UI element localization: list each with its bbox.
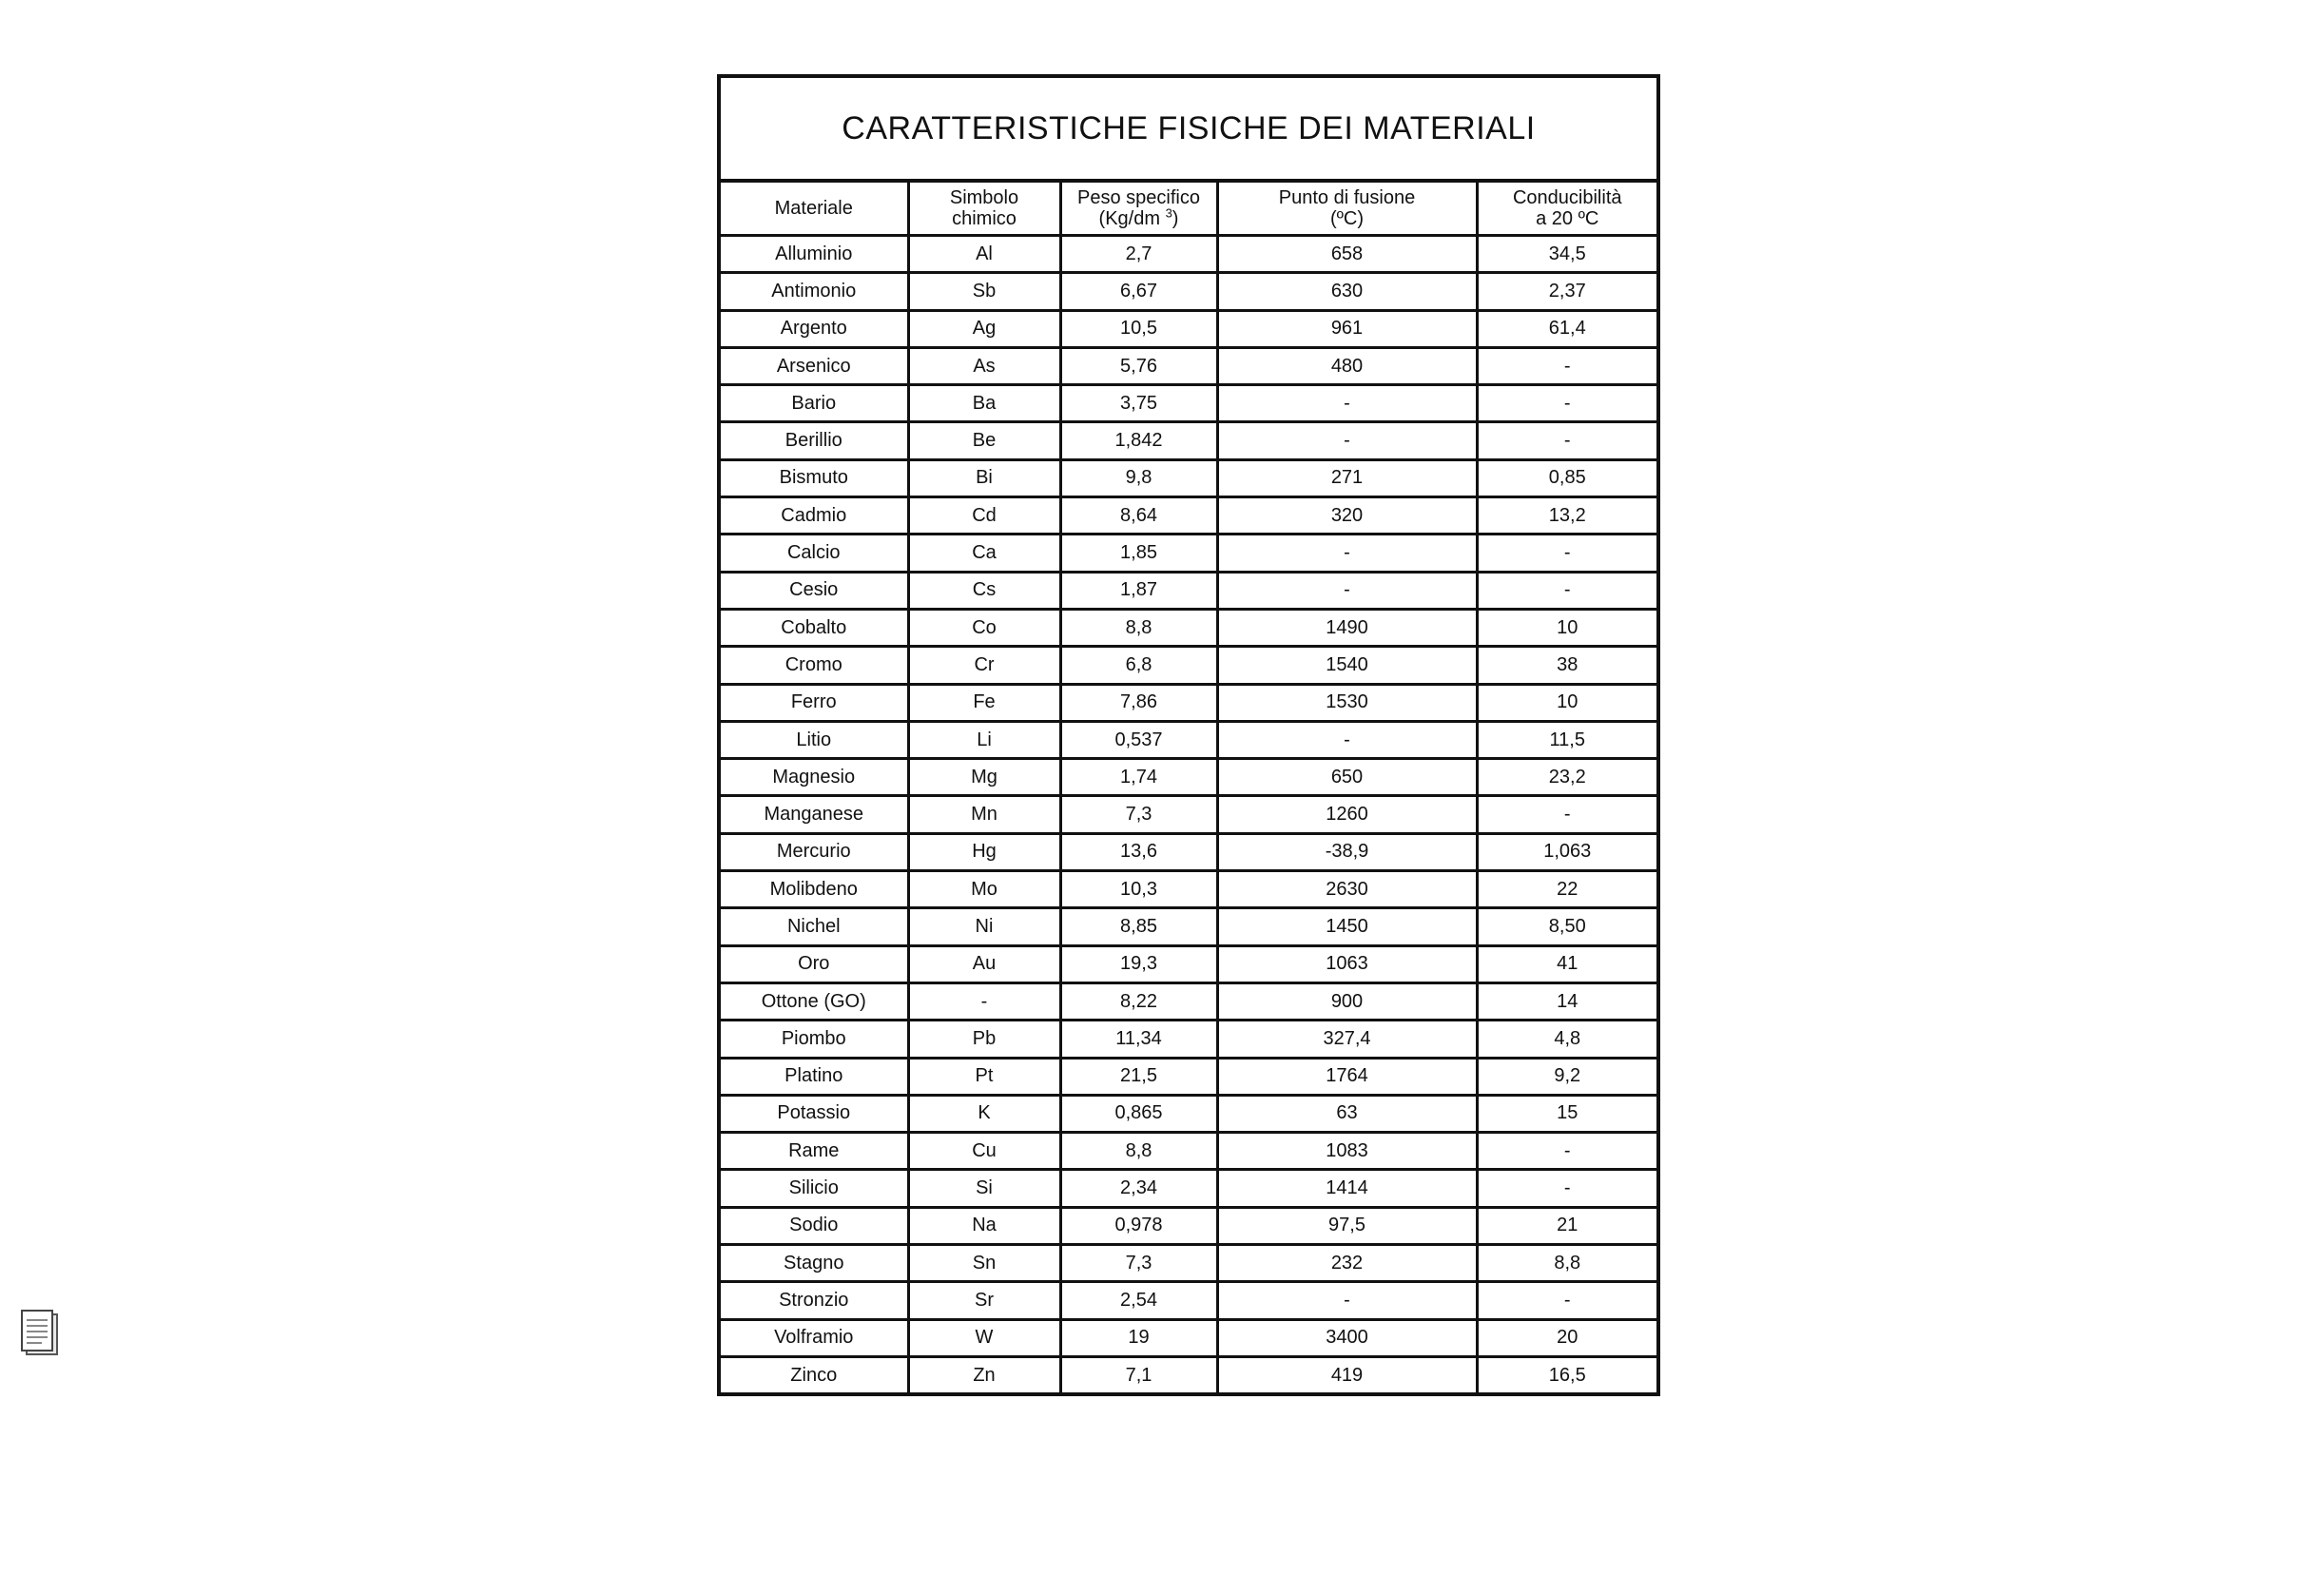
cell-punto-fusione: 3400 <box>1217 1319 1477 1356</box>
cell-conducibilita: - <box>1477 1133 1656 1170</box>
cell-materiale: Magnesio <box>721 759 908 796</box>
cell-conducibilita: 13,2 <box>1477 497 1656 535</box>
cell-materiale: Bismuto <box>721 459 908 496</box>
cell-materiale: Antimonio <box>721 273 908 310</box>
cell-materiale: Sodio <box>721 1207 908 1244</box>
cell-punto-fusione: 1540 <box>1217 647 1477 684</box>
cell-simbolo: Ca <box>908 535 1060 572</box>
cell-punto-fusione: 1764 <box>1217 1058 1477 1095</box>
table-row <box>721 684 1656 721</box>
cell-materiale: Manganese <box>721 796 908 833</box>
cell-materiale: Stagno <box>721 1245 908 1282</box>
cell-materiale: Arsenico <box>721 347 908 384</box>
table-row <box>721 1170 1656 1207</box>
cell-materiale: Potassio <box>721 1095 908 1132</box>
cell-punto-fusione: - <box>1217 572 1477 609</box>
cell-peso-specifico: 0,865 <box>1060 1095 1217 1132</box>
cell-peso-specifico: 8,64 <box>1060 497 1217 535</box>
cell-peso-specifico: 5,76 <box>1060 347 1217 384</box>
table-row <box>721 422 1656 459</box>
cell-conducibilita: 38 <box>1477 647 1656 684</box>
cell-simbolo: Au <box>908 945 1060 982</box>
cell-materiale: Alluminio <box>721 236 908 273</box>
cell-materiale: Ferro <box>721 684 908 721</box>
cell-conducibilita: 0,85 <box>1477 459 1656 496</box>
table-row <box>721 1282 1656 1319</box>
header-peso-line-2 <box>1062 205 1216 229</box>
cell-peso-specifico: 2,54 <box>1060 1282 1217 1319</box>
cell-peso-specifico: 19,3 <box>1060 945 1217 982</box>
table-row <box>721 535 1656 572</box>
cell-simbolo: Cd <box>908 497 1060 535</box>
cell-simbolo: Na <box>908 1207 1060 1244</box>
cell-conducibilita: - <box>1477 1170 1656 1207</box>
cell-materiale: Litio <box>721 721 908 758</box>
cell-punto-fusione: 97,5 <box>1217 1207 1477 1244</box>
cell-simbolo: Cu <box>908 1133 1060 1170</box>
table-row <box>721 1058 1656 1095</box>
cell-simbolo: Pb <box>908 1021 1060 1058</box>
cell-punto-fusione: 1450 <box>1217 908 1477 945</box>
cell-punto-fusione: 961 <box>1217 310 1477 347</box>
table-row <box>721 1319 1656 1356</box>
cell-conducibilita: - <box>1477 535 1656 572</box>
cell-materiale: Ottone (GO) <box>721 982 908 1020</box>
cell-peso-specifico: 1,85 <box>1060 535 1217 572</box>
cell-peso-specifico: 3,75 <box>1060 385 1217 422</box>
cell-punto-fusione: 232 <box>1217 1245 1477 1282</box>
document-icon[interactable] <box>19 1309 61 1358</box>
cell-punto-fusione: 900 <box>1217 982 1477 1020</box>
cell-simbolo: Ni <box>908 908 1060 945</box>
materials-table <box>717 74 1660 1396</box>
cell-conducibilita: 22 <box>1477 871 1656 908</box>
cell-conducibilita: 8,8 <box>1477 1245 1656 1282</box>
cell-punto-fusione: 320 <box>1217 497 1477 535</box>
header-fusione <box>1217 183 1477 236</box>
header-conducibilita-line-2: a 20 ºC <box>1536 208 1599 229</box>
cell-punto-fusione: 63 <box>1217 1095 1477 1132</box>
cell-simbolo: Mn <box>908 796 1060 833</box>
cell-materiale: Nichel <box>721 908 908 945</box>
table-row <box>721 945 1656 982</box>
cell-conducibilita: - <box>1477 796 1656 833</box>
cell-conducibilita: 1,063 <box>1477 833 1656 870</box>
cell-peso-specifico: 6,8 <box>1060 647 1217 684</box>
cell-simbolo: Co <box>908 609 1060 646</box>
cell-punto-fusione: -38,9 <box>1217 833 1477 870</box>
table-row <box>721 347 1656 384</box>
cell-materiale: Piombo <box>721 1021 908 1058</box>
cell-conducibilita: 23,2 <box>1477 759 1656 796</box>
cell-simbolo: As <box>908 347 1060 384</box>
cell-conducibilita: 41 <box>1477 945 1656 982</box>
cell-peso-specifico: 0,978 <box>1060 1207 1217 1244</box>
table-row <box>721 1356 1656 1392</box>
cell-conducibilita: 11,5 <box>1477 721 1656 758</box>
cell-punto-fusione: - <box>1217 385 1477 422</box>
cell-simbolo: K <box>908 1095 1060 1132</box>
cell-peso-specifico: 8,22 <box>1060 982 1217 1020</box>
cell-materiale: Argento <box>721 310 908 347</box>
table-row <box>721 1095 1656 1132</box>
cell-peso-specifico: 2,34 <box>1060 1170 1217 1207</box>
header-simbolo-line-1: Simbolo <box>949 187 1019 208</box>
cell-punto-fusione: 658 <box>1217 236 1477 273</box>
table-row <box>721 1207 1656 1244</box>
cell-materiale: Stronzio <box>721 1282 908 1319</box>
cell-conducibilita: 21 <box>1477 1207 1656 1244</box>
cell-punto-fusione: 1260 <box>1217 796 1477 833</box>
header-fusione-line-1: Punto di fusione <box>1278 187 1416 208</box>
table-row <box>721 982 1656 1020</box>
table-row <box>721 833 1656 870</box>
cell-simbolo: Zn <box>908 1356 1060 1392</box>
cell-conducibilita: 10 <box>1477 609 1656 646</box>
cell-conducibilita: 2,37 <box>1477 273 1656 310</box>
cell-peso-specifico: 1,87 <box>1060 572 1217 609</box>
cell-conducibilita: 16,5 <box>1548 1364 1586 1386</box>
cell-materiale: Calcio <box>721 535 908 572</box>
cell-conducibilita: 34,5 <box>1477 236 1656 273</box>
table-row <box>721 459 1656 496</box>
header-fusione-line-2: (ºC) <box>1329 208 1365 229</box>
cell-punto-fusione: 480 <box>1217 347 1477 384</box>
cell-conducibilita: 10 <box>1477 684 1656 721</box>
cell-simbolo: Cr <box>908 647 1060 684</box>
cell-materiale: Silicio <box>721 1170 908 1207</box>
cell-materiale: Cobalto <box>721 609 908 646</box>
cell-peso-specifico: 10,5 <box>1060 310 1217 347</box>
cell-conducibilita: 14 <box>1477 982 1656 1020</box>
cell-conducibilita: 8,50 <box>1477 908 1656 945</box>
header-peso-close: ) <box>1172 208 1179 229</box>
cell-peso-specifico: 8,8 <box>1060 1133 1217 1170</box>
header-simbolo-line-2: chimico <box>952 208 1017 229</box>
table-row <box>721 1133 1656 1170</box>
cell-simbolo: Sr <box>908 1282 1060 1319</box>
table-row <box>721 385 1656 422</box>
cell-punto-fusione: 650 <box>1217 759 1477 796</box>
cell-peso-specifico: 8,85 <box>1060 908 1217 945</box>
cell-simbolo: Ag <box>908 310 1060 347</box>
table-title: CARATTERISTICHE FISICHE DEI MATERIALI <box>721 78 1656 183</box>
table-row <box>721 721 1656 758</box>
cell-peso-specifico: 1,842 <box>1060 422 1217 459</box>
cell-simbolo: Al <box>908 236 1060 273</box>
cell-peso-specifico: 11,34 <box>1060 1021 1217 1058</box>
cell-conducibilita: 4,8 <box>1477 1021 1656 1058</box>
table-row <box>721 572 1656 609</box>
cell-punto-fusione: 1490 <box>1217 609 1477 646</box>
cell-peso-specifico: 13,6 <box>1060 833 1217 870</box>
cell-punto-fusione: - <box>1217 721 1477 758</box>
table-row <box>721 1021 1656 1058</box>
cell-simbolo: Pt <box>908 1058 1060 1095</box>
cell-materiale: Rame <box>721 1133 908 1170</box>
table-row <box>721 647 1656 684</box>
cell-peso-specifico: 2,7 <box>1060 236 1217 273</box>
cell-conducibilita: 61,4 <box>1477 310 1656 347</box>
cell-simbolo: - <box>908 982 1060 1020</box>
cell-materiale: Molibdeno <box>721 871 908 908</box>
cell-punto-fusione: 271 <box>1217 459 1477 496</box>
cell-simbolo: Mg <box>908 759 1060 796</box>
table-row <box>721 871 1656 908</box>
cell-conducibilita: 15 <box>1477 1095 1656 1132</box>
table-row <box>721 1245 1656 1282</box>
cell-simbolo: Mo <box>908 871 1060 908</box>
cell-materiale: Oro <box>721 945 908 982</box>
cell-punto-fusione: 1063 <box>1217 945 1477 982</box>
header-conducibilita-line-1: Conducibilità <box>1512 187 1622 208</box>
cell-simbolo: Be <box>908 422 1060 459</box>
cell-peso-specifico: 9,8 <box>1060 459 1217 496</box>
cell-punto-fusione: - <box>1217 1282 1477 1319</box>
cell-peso-specifico: 6,67 <box>1060 273 1217 310</box>
cell-punto-fusione: - <box>1217 535 1477 572</box>
cell-simbolo: Ba <box>908 385 1060 422</box>
table-row <box>721 497 1656 535</box>
cell-materiale: Platino <box>721 1058 908 1095</box>
table-row <box>721 273 1656 310</box>
cell-materiale: Bario <box>721 385 908 422</box>
cell-conducibilita: - <box>1477 385 1656 422</box>
cell-conducibilita: 20 <box>1477 1319 1656 1356</box>
cell-materiale: Cadmio <box>721 497 908 535</box>
cell-conducibilita: - <box>1477 422 1656 459</box>
header-peso <box>1060 183 1217 236</box>
cell-punto-fusione: 419 <box>1217 1356 1477 1392</box>
cell-materiale: Volframio <box>721 1319 908 1356</box>
cell-punto-fusione: 1530 <box>1217 684 1477 721</box>
cell-conducibilita: 9,2 <box>1477 1058 1656 1095</box>
cell-punto-fusione: 2630 <box>1217 871 1477 908</box>
header-peso-line-1: Peso specifico <box>1077 187 1200 208</box>
header-row <box>721 183 1656 236</box>
cell-peso-specifico: 7,1 <box>1060 1356 1217 1392</box>
table-row <box>721 796 1656 833</box>
cell-punto-fusione: 1083 <box>1217 1133 1477 1170</box>
cell-simbolo: Sn <box>908 1245 1060 1282</box>
cell-simbolo: Cs <box>908 572 1060 609</box>
table-body <box>721 236 1656 1393</box>
header-peso-exponent: 3 <box>1165 205 1172 221</box>
cell-punto-fusione: 630 <box>1217 273 1477 310</box>
cell-simbolo: Li <box>908 721 1060 758</box>
cell-materiale: Berillio <box>721 422 908 459</box>
header-materiale <box>721 183 908 236</box>
header-peso-unit: (Kg/dm <box>1098 208 1166 229</box>
cell-peso-specifico: 19 <box>1060 1319 1217 1356</box>
cell-simbolo: Hg <box>908 833 1060 870</box>
header-conducibilita <box>1477 183 1656 236</box>
cell-peso-specifico: 7,86 <box>1060 684 1217 721</box>
cell-simbolo: W <box>908 1319 1060 1356</box>
cell-peso-specifico: 1,74 <box>1060 759 1217 796</box>
cell-materiale: Zinco <box>721 1356 908 1392</box>
cell-materiale: Cromo <box>721 647 908 684</box>
cell-peso-specifico: 8,8 <box>1060 609 1217 646</box>
cell-peso-specifico: 21,5 <box>1060 1058 1217 1095</box>
cell-simbolo: Sb <box>908 273 1060 310</box>
cell-materiale: Mercurio <box>721 833 908 870</box>
cell-simbolo: Fe <box>908 684 1060 721</box>
cell-peso-specifico: 0,537 <box>1060 721 1217 758</box>
cell-peso-specifico: 7,3 <box>1060 1245 1217 1282</box>
table-row <box>721 908 1656 945</box>
cell-conducibilita: - <box>1477 1282 1656 1319</box>
table-row <box>721 759 1656 796</box>
table-row <box>721 236 1656 273</box>
cell-punto-fusione: 1414 <box>1217 1170 1477 1207</box>
materials-grid <box>721 183 1656 1392</box>
table-row <box>721 310 1656 347</box>
cell-punto-fusione: - <box>1217 422 1477 459</box>
cell-conducibilita: - <box>1477 572 1656 609</box>
cell-materiale: Cesio <box>721 572 908 609</box>
header-simbolo <box>908 183 1060 236</box>
cell-peso-specifico: 7,3 <box>1060 796 1217 833</box>
cell-conducibilita: - <box>1477 347 1656 384</box>
cell-simbolo: Bi <box>908 459 1060 496</box>
table-row <box>721 609 1656 646</box>
cell-peso-specifico: 10,3 <box>1060 871 1217 908</box>
cell-punto-fusione: 327,4 <box>1217 1021 1477 1058</box>
cell-simbolo: Si <box>908 1170 1060 1207</box>
header-materiale-label: Materiale <box>774 198 853 219</box>
